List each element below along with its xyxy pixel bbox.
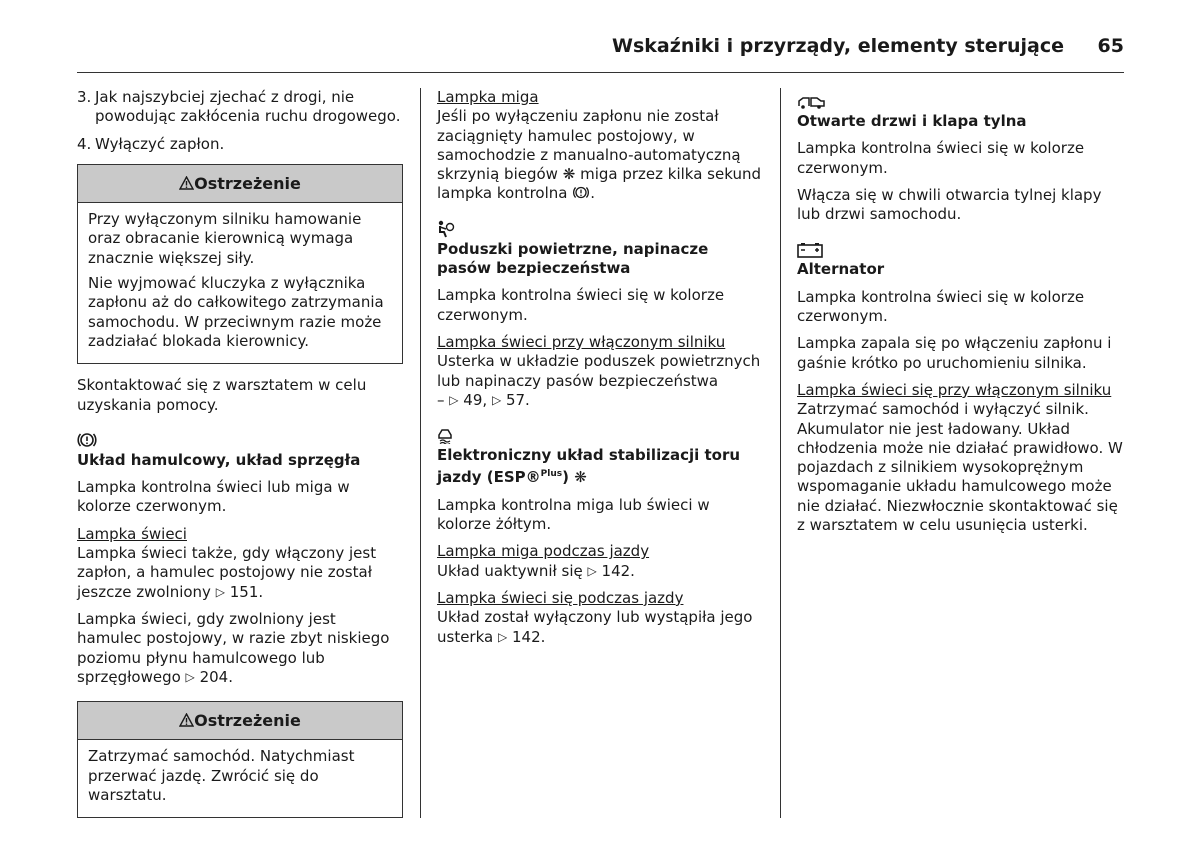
subsection-title: Lampka miga podczas jazdy [437,542,650,561]
section-text: Lampka kontrolna świeci lub miga w kolorze czerwonym. [77,478,350,516]
header-title: Wskaźniki i przyrządy, elementy sterujące [612,35,1064,57]
subsection-title: Lampka świeci się przy włączonym silniku [797,380,1112,399]
warning-text: Przy wyłączonym silniku hamowanie oraz obracanie kierownicą wymaga znacznie większej siły. [88,210,362,267]
esp-icon [437,426,453,444]
esp-symbol-icon: ❋ [562,165,576,184]
page-reference: 142. [512,627,546,646]
section-text: Lampka zapala się po włączeniu zapłonu i gaśnie krótko po uruchomieniu silnika. [797,334,1112,372]
battery-icon [797,242,823,258]
open-door-icon [797,94,827,110]
page-reference-arrow-icon: ▷ [498,629,508,644]
page-reference-arrow-icon: ▷ [449,392,459,407]
subsection-title: Lampka miga [437,88,539,106]
warning-box [77,164,403,364]
section-text: Zatrzymać samochód i wyłączyć silnik. Akumulator nie jest ładowany. Układ chłodzenia może nie działać prawidłowo. W pojazdach z silnikiem wysokoprężnym wspomaganie układu hamulcowego może nie działać. Niezwłocznie skontaktować się z warsztatem w celu usunięcia usterki. [797,400,1123,535]
section-text: Lampka kontrolna miga lub świeci w kolorze żółtym. [437,495,710,534]
warning-header: Ostrzeżenie [78,702,402,740]
contact-text: Skontaktować się z warsztatem w celu uzyskania pomocy. [77,376,367,414]
section-title-alternator: Alternator [797,260,885,279]
page-reference-arrow-icon: ▷ [185,669,195,684]
page-reference-arrow-icon: ▷ [587,563,597,578]
page-reference-arrow-icon: ▷ [491,392,502,407]
list-item: 3. Jak najszybciej zjechać z drogi, nie powodując zakłócenia ruchu drogowego. [77,88,401,126]
warning-text: Nie wyjmować kluczyka z wyłącznika zapłonu aż do całkowitego zatrzymania samochodu. W przeciwnym razie może zadziałać blokada kierownicy. [88,274,384,350]
page-reference-arrow-icon: ▷ [215,584,225,599]
warning-triangle-icon [179,713,194,727]
column-3 [797,88,1124,543]
brake-warning-icon [77,431,97,449]
page-reference: 204. [199,667,233,686]
warning-triangle-icon [179,176,194,190]
subsection-title: Lampka świeci [77,524,187,543]
section-title-airbag: Poduszki powietrzne, napinacze pasów bezpieczeństwa [437,239,709,278]
section-title-esp: Elektroniczny układ stabilizacji toru jazdy (ESP®$^{Plus}$) ❋ [437,446,741,487]
section-title-brake: Układ hamulcowy, układ sprzęgła [77,450,361,469]
page-reference: 57. [505,390,530,409]
warning-box [77,701,403,818]
page-reference: 151. [229,582,264,601]
column-divider-1 [420,88,421,818]
column-2: Lampka miga Jeśli po wyłączeniu zapłonu nie został zaciągnięty hamulec postojowy, w samochodzie z manualno-automatyczną skrzynią biegów ❋ miga przez kilka sekund lampka kontrolna . Poduszki powietrzne, napinacze pasów bezpieczeństwa Lampka kontrolna świeci się w kolorze czerwonym. Lampka świeci przy włączonym silniku Usterka w układzie poduszek powietrznych lub napinaczy pasów bezpieczeństwa – ▷ 49, ▷ 57. Elektroniczny układ stabilizacji toru jazdy (ESP®$^{Plus}$) ❋ Lampka kontrolna miga lub świeci w kolorze żółtym. Lampka miga podczas jazdy Układ uaktywnił się ▷ 142. Lampka świeci się podczas jazdy Układ został wyłączony lub wystąpiła jego usterka ▷ 142. [437,88,763,655]
page-number: 65 [1097,35,1124,57]
page-reference: 49, [463,390,488,409]
section-text: Lampka kontrolna świeci się w kolorze czerwonym. [437,286,725,324]
section-text: Lampka kontrolna świeci się w kolorze czerwonym. [797,287,1085,326]
brake-warning-icon [572,185,590,200]
column-1: 3. Jak najszybciej zjechać z drogi, nie powodując zakłócenia ruchu drogowego. 4. Wyłączyć zapłon. Ostrzeżenie Przy wyłączonym silniku hamowanie oraz obracanie kierownicą wymaga znacznie większej siły. Nie wyjmować kluczyka z wyłącznika zapłonu aż do całkowitego zatrzymania samochodu. W przeciwnym razie może zadziałać blokada kierownicy. Skontaktować się z warsztatem w celu uzyskania pomocy. Układ hamulcowy, układ sprzęgła Lampka kontrolna świeci lub miga w kolorze czerwonym. Lampka świeci Lampka świeci także, gdy włączony jest zapłon, a hamulec postojowy nie został jeszcze zwolniony ▷ 151. Lampka świeci, gdy zwolniony jest hamulec postojowy, w razie zbyt niskiego poziomu płynu hamulcowego lub sprzęgłowego ▷ 204. Ostrzeżenie Zatrzymać samochód. Natychmiast przerwać jazdę. Zwrócić się do warsztatu. [77,88,403,830]
page-reference: 142. [601,561,635,580]
subsection-title: Lampka świeci przy włączonym silniku [437,332,726,351]
section-text: Włącza się w chwili otwarcia tylnej klapy lub drzwi samochodu. [797,185,1102,224]
warning-header: Ostrzeżenie [78,165,402,203]
column-divider-2 [780,88,781,818]
esp-symbol-icon: ❋ [574,468,587,487]
warning-text: Zatrzymać samochód. Natychmiast przerwać jazdę. Zwrócić się do warsztatu. [88,747,355,805]
header-rule [77,72,1124,73]
airbag-icon [437,220,455,238]
subsection-title: Lampka świeci się podczas jazdy [437,588,684,607]
section-title-doors: Otwarte drzwi i klapa tylna [797,112,1027,130]
list-item: 4. Wyłączyć zapłon. [77,134,225,153]
section-text: Lampka kontrolna świeci się w kolorze czerwonym. [797,139,1085,177]
